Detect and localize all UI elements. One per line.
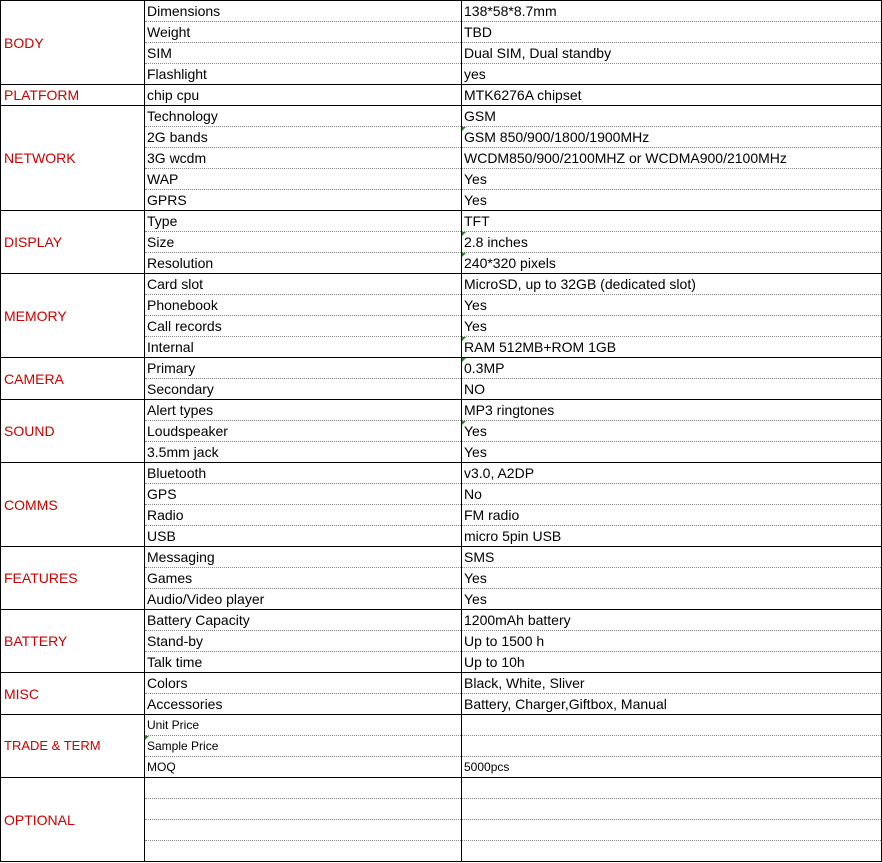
spec-value: micro 5pin USB (462, 526, 882, 547)
spec-value: Battery, Charger,Giftbox, Manual (462, 694, 882, 715)
section-category-camera: CAMERA (1, 358, 145, 400)
spec-value: TBD (462, 22, 882, 43)
section-category-optional: OPTIONAL (1, 778, 145, 862)
section-category-display: DISPLAY (1, 211, 145, 274)
spec-value: MTK6276A chipset (462, 85, 882, 106)
spec-value: Yes (462, 568, 882, 589)
spec-value: FM radio (462, 505, 882, 526)
spec-value: 2.8 inches (462, 232, 882, 253)
spec-label: Secondary (145, 379, 462, 400)
spec-row (1, 715, 882, 736)
spec-label: Card slot (145, 274, 462, 295)
spec-label: Battery Capacity (145, 610, 462, 631)
spec-value: yes (462, 64, 882, 85)
spec-label: Weight (145, 22, 462, 43)
spec-value (462, 778, 882, 799)
spec-label (145, 820, 462, 841)
spec-value: 138*58*8.7mm (462, 1, 882, 22)
spec-label: Radio (145, 505, 462, 526)
spec-value: NO (462, 379, 882, 400)
section-category-sound: SOUND (1, 400, 145, 463)
spec-value: 240*320 pixels (462, 253, 882, 274)
spec-row (1, 274, 882, 295)
section-category-network: NETWORK (1, 106, 145, 211)
spec-value (462, 799, 882, 820)
spec-row (1, 400, 882, 421)
spec-value: MicroSD, up to 32GB (dedicated slot) (462, 274, 882, 295)
spec-label: USB (145, 526, 462, 547)
spec-label (145, 799, 462, 820)
spec-value: Yes (462, 190, 882, 211)
section-category-comms: COMMS (1, 463, 145, 547)
spec-value: v3.0, A2DP (462, 463, 882, 484)
spec-label: Unit Price (145, 715, 462, 736)
spec-label (145, 778, 462, 799)
spec-label: Resolution (145, 253, 462, 274)
spec-row (1, 778, 882, 799)
spec-row (1, 547, 882, 568)
spec-label: Loudspeaker (145, 421, 462, 442)
spec-label: Size (145, 232, 462, 253)
spec-row (1, 106, 882, 127)
spec-table-body (1, 1, 882, 862)
spec-value: Yes (462, 316, 882, 337)
spec-value (462, 841, 882, 862)
spec-value (462, 820, 882, 841)
spec-value: Up to 10h (462, 652, 882, 673)
section-category-memory: MEMORY (1, 274, 145, 358)
section-category-body: BODY (1, 1, 145, 85)
spec-row (1, 610, 882, 631)
spec-label: SIM (145, 43, 462, 64)
spec-value: Yes (462, 589, 882, 610)
spec-value: 5000pcs (462, 757, 882, 778)
spec-label: Audio/Video player (145, 589, 462, 610)
spec-value: RAM 512MB+ROM 1GB (462, 337, 882, 358)
spec-value (462, 715, 882, 736)
spec-label: GPS (145, 484, 462, 505)
spec-value (462, 736, 882, 757)
spec-label: 2G bands (145, 127, 462, 148)
spec-value: Yes (462, 169, 882, 190)
spec-value: 0.3MP (462, 358, 882, 379)
spec-label: Colors (145, 673, 462, 694)
spec-label: GPRS (145, 190, 462, 211)
section-category-platform: PLATFORM (1, 85, 145, 106)
spec-row (1, 673, 882, 694)
spec-label: Phonebook (145, 295, 462, 316)
spec-label: WAP (145, 169, 462, 190)
spec-value: No (462, 484, 882, 505)
spec-label: Bluetooth (145, 463, 462, 484)
spec-value: SMS (462, 547, 882, 568)
section-category-misc: MISC (1, 673, 145, 715)
spec-value: 1200mAh battery (462, 610, 882, 631)
spec-label: Flashlight (145, 64, 462, 85)
spec-value: GSM 850/900/1800/1900MHz (462, 127, 882, 148)
spec-label: Games (145, 568, 462, 589)
spec-label: Primary (145, 358, 462, 379)
spec-label: Type (145, 211, 462, 232)
spec-value: Yes (462, 442, 882, 463)
spec-row (1, 1, 882, 22)
section-category-battery: BATTERY (1, 610, 145, 673)
spec-value: Yes (462, 295, 882, 316)
spec-value: Dual SIM, Dual standby (462, 43, 882, 64)
section-category-features: FEATURES (1, 547, 145, 610)
spec-label: MOQ (145, 757, 462, 778)
spec-label: 3.5mm jack (145, 442, 462, 463)
spec-value: TFT (462, 211, 882, 232)
spec-value: Yes (462, 421, 882, 442)
spec-label: Call records (145, 316, 462, 337)
section-category-trade-term: TRADE & TERM (1, 715, 145, 778)
spec-label: Sample Price (145, 736, 462, 757)
spec-row (1, 85, 882, 106)
spec-label: 3G wcdm (145, 148, 462, 169)
spec-label: Stand-by (145, 631, 462, 652)
spec-label: Internal (145, 337, 462, 358)
spec-label: Dimensions (145, 1, 462, 22)
spec-label: Talk time (145, 652, 462, 673)
spec-row (1, 358, 882, 379)
spec-value: Black, White, Sliver (462, 673, 882, 694)
spec-value: MP3 ringtones (462, 400, 882, 421)
spec-value: Up to 1500 h (462, 631, 882, 652)
spec-label: Technology (145, 106, 462, 127)
spec-value: WCDM850/900/2100MHZ or WCDMA900/2100MHz (462, 148, 882, 169)
spec-row (1, 211, 882, 232)
spec-label: Accessories (145, 694, 462, 715)
spec-label: chip cpu (145, 85, 462, 106)
spec-label (145, 841, 462, 862)
spec-label: Alert types (145, 400, 462, 421)
spec-label: Messaging (145, 547, 462, 568)
spec-row (1, 463, 882, 484)
spec-value: GSM (462, 106, 882, 127)
